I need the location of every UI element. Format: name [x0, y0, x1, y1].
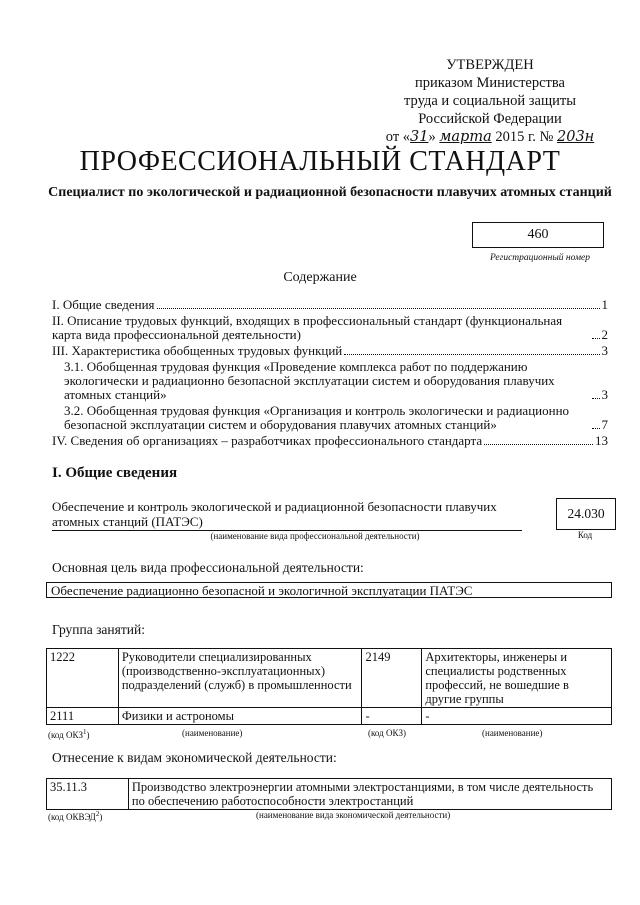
document-title: ПРОФЕССИОНАЛЬНЫЙ СТАНДАРТ — [79, 146, 561, 177]
caption-okved-code: (код ОКВЭД$^2$) — [48, 810, 103, 822]
document-subtitle: Специалист по экологической и радиационной безопасности плавучих атомных станций — [48, 185, 612, 200]
toc-item-page: 2 — [601, 327, 608, 342]
goal-value: Обеспечение радиационно безопасной и экологичной эксплуатации ПАТЭС — [46, 582, 612, 598]
toc-item-page: 3 — [601, 343, 608, 358]
okved-table — [46, 778, 612, 810]
toc-item[interactable] — [52, 344, 608, 358]
okz-code-cell: 2149 — [362, 649, 422, 708]
approval-stamp — [380, 56, 600, 146]
date-month: марта — [439, 129, 492, 145]
okz-name-cell: - — [422, 708, 612, 725]
goal-label: Основная цель вида профессиональной деятельности: — [52, 560, 364, 575]
toc-leader — [592, 338, 600, 339]
activity-code: 24.030 — [556, 498, 616, 530]
toc-item-page: 13 — [595, 433, 608, 448]
approval-line-3: Российской Федерации — [418, 111, 562, 127]
toc-leader — [484, 444, 593, 445]
caption-okz-code: (код ОКЗ$^1$) — [48, 728, 90, 740]
toc-item[interactable] — [52, 298, 608, 312]
okz-name-cell: Руководители специализированных (производственно-эксплуатационных) подразделений (служб) в промышленности — [118, 649, 362, 708]
okved-code-cell: 35.11.3 — [47, 779, 129, 810]
toc-item-page: 3 — [601, 387, 608, 402]
toc-item[interactable] — [52, 404, 608, 432]
caption-okz-name: (наименование) — [182, 728, 243, 738]
toc-item[interactable] — [52, 360, 608, 402]
toc-item-text: 3.2. Обобщенная трудовая функция «Организация и контроль экологически и радиационно безопасной эксплуатации систем и оборудования плавучих атомных станций» — [64, 403, 570, 432]
occupation-groups-table — [46, 648, 612, 725]
registration-number: 460 — [472, 222, 604, 248]
caption-okz-code-2: (код ОКЗ) — [368, 728, 406, 738]
toc-leader — [592, 428, 600, 429]
toc-item-text: III. Характеристика обобщенных трудовых функций — [52, 343, 343, 358]
toc-leader — [592, 398, 600, 399]
okz-name-cell: Физики и астрономы — [118, 708, 362, 725]
okz-code-cell: 2111 — [47, 708, 119, 725]
table-of-contents — [52, 298, 608, 450]
approval-line-1: приказом Министерства — [415, 75, 565, 91]
approval-heading: УТВЕРЖДЕН — [446, 57, 534, 73]
table-row — [47, 708, 612, 725]
toc-leader — [157, 308, 600, 309]
activity-caption: (наименование вида профессиональной деятельности) — [210, 531, 420, 541]
caption-okz-name-2: (наименование) — [482, 728, 543, 738]
caption-okved-name: (наименование вида экономической деятельности) — [256, 810, 451, 820]
toc-item-text: 3.1. Обобщенная трудовая функция «Проведение комплекса работ по поддержанию экологически и радиационно безопасной эксплуатации систем и оборудования плавучих атомных станций» — [64, 359, 555, 402]
okz-name-cell: Архитекторы, инженеры и специалисты родственных профессий, не вошедшие в другие группы — [422, 649, 612, 708]
date-year: 2015 г. № — [495, 129, 554, 145]
toc-leader — [344, 354, 599, 355]
toc-item-text: IV. Сведения об организациях – разработчиках профессионального стандарта — [52, 433, 483, 448]
approval-date-line — [380, 128, 600, 146]
groups-label: Группа занятий: — [52, 622, 145, 637]
registration-caption: Регистрационный номер — [489, 253, 591, 263]
table-row — [47, 779, 612, 810]
date-prefix: от « — [385, 129, 411, 145]
okz-code-cell: - — [362, 708, 422, 725]
approval-line-2: труда и социальной защиты — [404, 93, 576, 109]
okz-code-cell: 1222 — [47, 649, 119, 708]
toc-item-page: 1 — [601, 297, 608, 312]
activity-name: Обеспечение и контроль экологической и радиационной безопасности плавучих атомных станций (ПАТЭС) — [52, 499, 522, 531]
toc-item-page: 7 — [601, 417, 608, 432]
activity-code-caption: Код — [577, 530, 593, 540]
okved-label: Отнесение к видам экономической деятельности: — [52, 750, 337, 765]
contents-title: Содержание — [283, 270, 357, 285]
toc-item[interactable] — [52, 314, 608, 342]
toc-item-text: II. Описание трудовых функций, входящих в профессиональный стандарт (функциональная карта вида профессиональной деятельности) — [52, 313, 563, 342]
toc-item-text: I. Общие сведения — [52, 297, 155, 312]
date-mid: » — [428, 129, 436, 145]
order-number: 203н — [557, 129, 595, 145]
table-row — [47, 649, 612, 708]
toc-item[interactable] — [52, 434, 608, 448]
okved-name-cell: Производство электроэнергии атомными электростанциями, в том числе деятельность по обеспечению работоспособности электростанций — [128, 779, 611, 810]
section-heading: I. Общие сведения — [52, 465, 178, 481]
date-day: 31 — [410, 129, 429, 145]
